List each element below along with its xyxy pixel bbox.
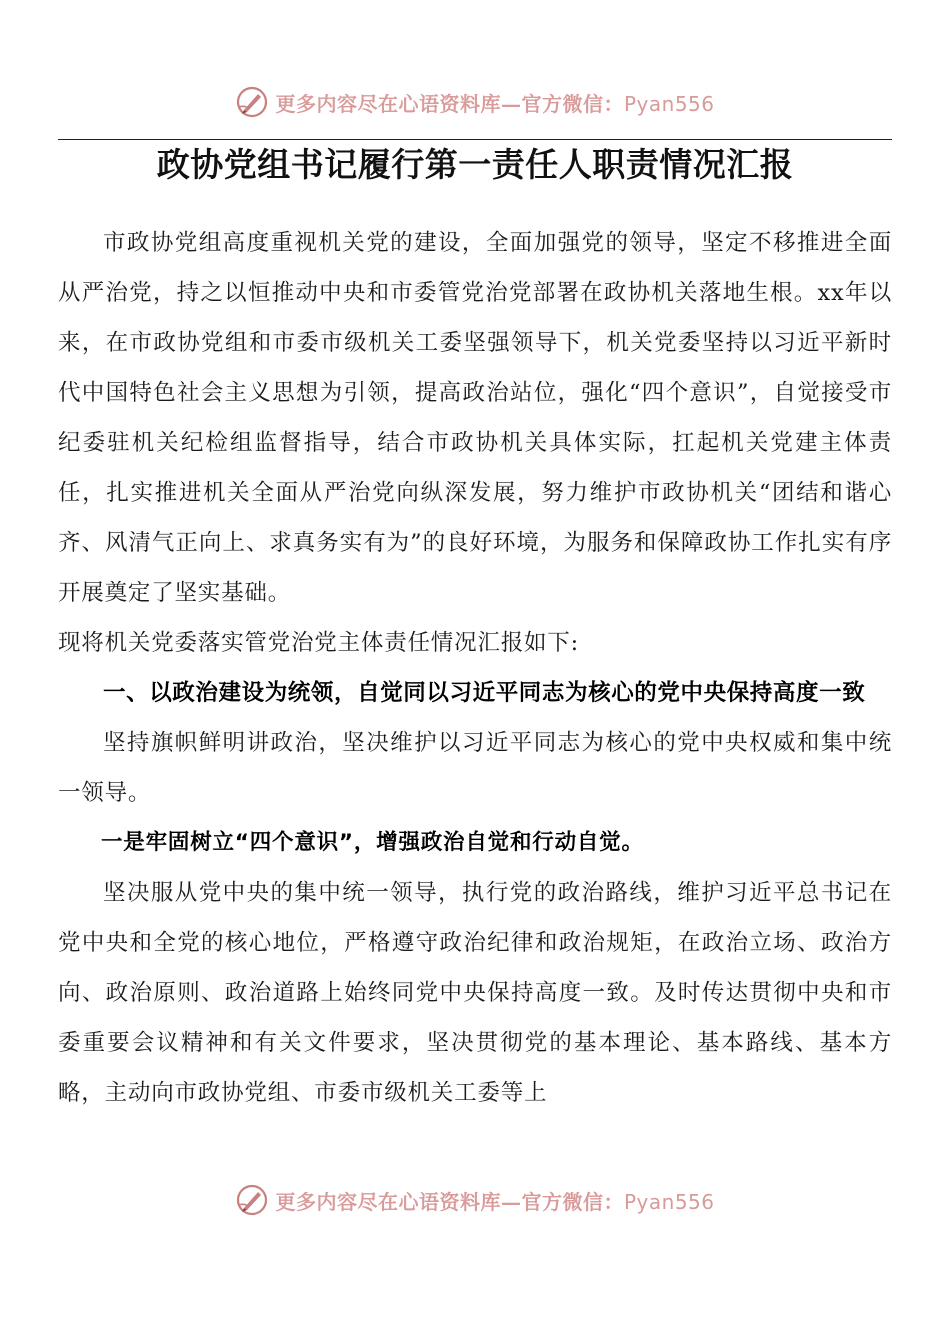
document-body [58,218,892,1118]
watermark-text [275,1186,714,1215]
watermark-text-main: 更多内容尽在心语资料库—官方微信： [275,1189,624,1214]
footer-watermark-banner [0,1180,950,1220]
document-title: 政协党组书记履行第一责任人职责情况汇报 [156,145,794,184]
pen-circle-logo-icon [235,85,269,119]
intro-summary-paragraph: 现将机关党委落实管党治党主体责任情况汇报如下: [58,630,579,656]
subsection-1-body: 坚决服从党中央的集中统一领导，执行党的政治路线，维护习近平总书记在党中央和全党的核心地位，严格遵守政治纪律和政治规矩，在政治立场、政治方向、政治原则、政治道路上始终同党中央保持高度一致。及时传达贯彻中央和市委重要会议精神和有关文件要求，坚决贯彻党的基本理论、基本路线、基本方略，主动向市政协党组、市委市级机关工委等上 [58,880,892,1106]
wechat-id: Pyan556 [623,91,715,116]
wechat-id: Pyan556 [623,1189,715,1214]
watermark-text [275,88,714,117]
section-1-heading: 一、以政治建设为统领，自觉同以习近平同志为核心的党中央保持高度一致 [103,680,866,706]
section-1-body: 坚持旗帜鲜明讲政治，坚决维护以习近平同志为核心的党中央权威和集中统一领导。 [58,730,892,806]
intro-paragraph: 市政协党组高度重视机关党的建设，全面加强党的领导，坚定不移推进全面从严治党，持之以恒推动中央和市委管党治党部署在政协机关落地生根。xx年以来，在市政协党组和市委市级机关工委坚强领导下，机关党委坚持以习近平新时代中国特色社会主义思想为引领，提高政治站位，强化“四个意识”，自觉接受市纪委驻机关纪检组监督指导，结合市政协机关具体实际，扛起机关党建主体责任，扎实推进机关全面从严治党向纵深发展，努力维护市政协机关“团结和谐心齐、风清气正向上、求真务实有为”的良好环境，为服务和保障政协工作扎实有序开展奠定了坚实基础。 [58,230,892,606]
subsection-1-heading: 一是牢固树立“四个意识”，增强政治自觉和行动自觉。 [101,830,644,855]
pen-circle-logo-icon [235,1183,269,1217]
watermark-text-main: 更多内容尽在心语资料库—官方微信： [275,91,624,116]
header-watermark-banner [0,82,950,122]
